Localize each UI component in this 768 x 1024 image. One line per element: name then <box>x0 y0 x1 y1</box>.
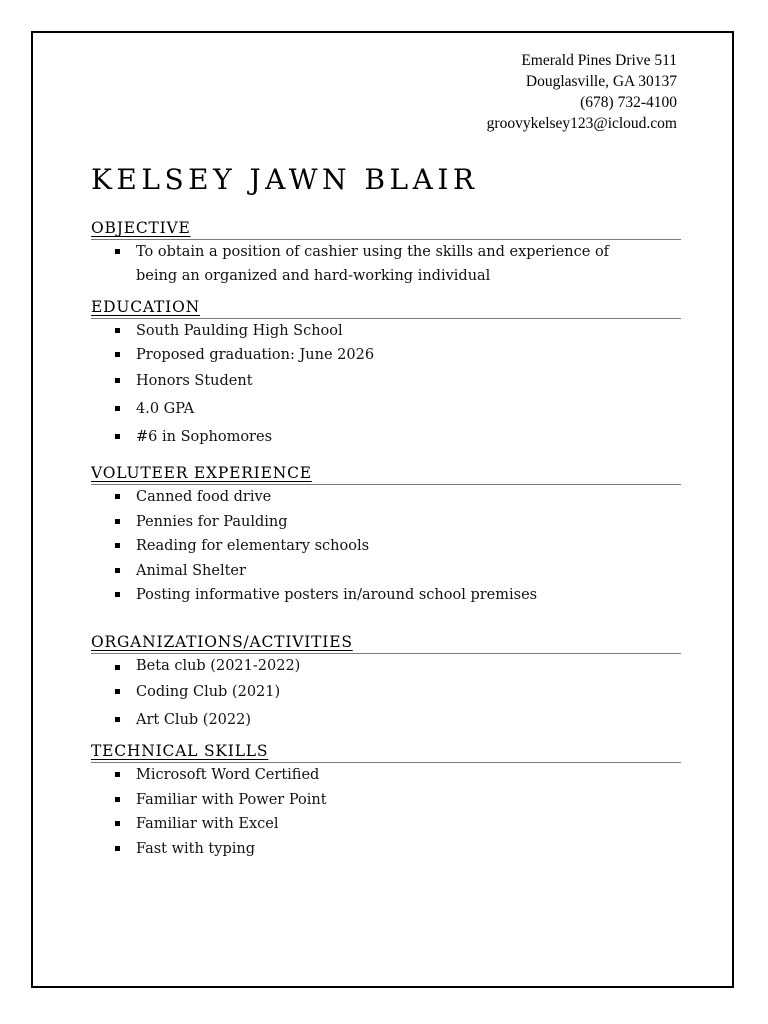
skills-heading: TECHNICAL SKILLS <box>91 740 681 763</box>
contact-block <box>487 50 677 134</box>
list-item: Familiar with Excel <box>91 812 681 837</box>
skills-section <box>91 740 681 861</box>
list-item: Art Club (2022) <box>91 706 681 734</box>
contact-phone: (678) 732-4100 <box>580 94 677 111</box>
volunteer-section <box>91 462 681 608</box>
list-item: Animal Shelter <box>91 559 681 584</box>
list-item: Familiar with Power Point <box>91 788 681 813</box>
list-item: Beta club (2021-2022) <box>91 654 681 678</box>
organizations-list <box>91 654 681 734</box>
list-item: #6 in Sophomores <box>91 423 681 451</box>
education-heading: EDUCATION <box>91 296 681 319</box>
list-item: Microsoft Word Certified <box>91 763 681 788</box>
volunteer-heading: VOLUTEER EXPERIENCE <box>91 462 681 485</box>
objective-list <box>91 240 681 288</box>
organizations-heading: ORGANIZATIONS/ACTIVITIES <box>91 631 681 654</box>
list-item: Pennies for Paulding <box>91 510 681 535</box>
applicant-name: KELSEY JAWN BLAIR <box>91 163 479 196</box>
skills-list <box>91 763 681 861</box>
list-item: Canned food drive <box>91 485 681 510</box>
organizations-section <box>91 631 681 734</box>
list-item: Proposed graduation: June 2026 <box>91 343 681 367</box>
list-item: 4.0 GPA <box>91 395 681 423</box>
list-item: Reading for elementary schools <box>91 534 681 559</box>
contact-email: groovykelsey123@icloud.com <box>486 115 677 132</box>
contact-street: Emerald Pines Drive 511 <box>521 52 677 69</box>
list-item: Fast with typing <box>91 837 681 862</box>
list-item: Coding Club (2021) <box>91 678 681 706</box>
education-section <box>91 296 681 451</box>
contact-city: Douglasville, GA 30137 <box>525 73 677 90</box>
list-item: Posting informative posters in/around school premises <box>91 583 681 608</box>
list-item: South Paulding High School <box>91 319 681 343</box>
list-item: Honors Student <box>91 367 681 395</box>
education-list <box>91 319 681 451</box>
objective-section <box>91 217 681 288</box>
volunteer-list <box>91 485 681 608</box>
resume-page <box>31 31 734 988</box>
objective-heading: OBJECTIVE <box>91 217 681 240</box>
list-item: To obtain a position of cashier using the skills and experience of being an organized and hard-working individual <box>91 240 646 288</box>
